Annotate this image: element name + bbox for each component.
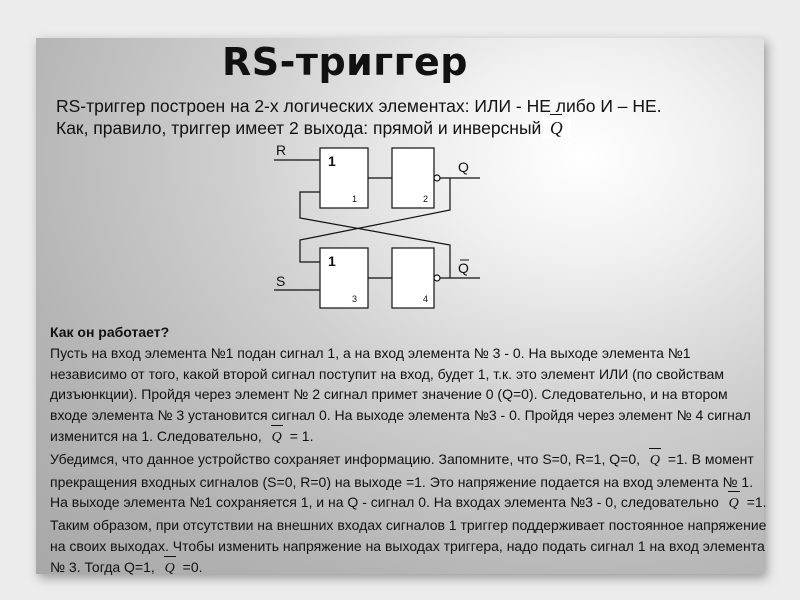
input-s-label: S <box>276 273 286 289</box>
gate-3-number: 3 <box>352 294 358 304</box>
intro-line-1: RS-триггер построен на 2-х логических элементах: ИЛИ - НЕ либо И – НЕ. <box>56 96 662 116</box>
inverter-bubble-2 <box>434 175 440 181</box>
intro-text <box>56 95 766 139</box>
paragraph-1-part-b: = 1. <box>289 427 314 444</box>
input-r-label: R <box>276 142 287 158</box>
gate-3-type: 1 <box>328 253 336 269</box>
inverse-output-symbol: Q <box>159 559 181 580</box>
paragraph-2-part-a: Убедимся, что данное устройство сохраняет информацию. Запомните, что S=0, R=1, Q=0, <box>50 450 640 467</box>
output-q-label: Q <box>458 159 469 175</box>
explanation-text <box>50 322 768 580</box>
inverse-output-symbol: Q <box>644 451 666 472</box>
output-qbar-label: Q <box>458 260 469 276</box>
explanation-heading: Как он работает? <box>50 324 170 340</box>
paragraph-2-part-b: =1. В момент прекращения входных сигналов (S=0, R=0) на выходе =1. Это напряжение подается на вход элемента № 1. На выходе элемента №1 сохраняется 1, и на Q - сигнал 0. На входах элемента №3 - 0, следовательно <box>50 450 754 511</box>
inverse-output-symbol: Q <box>543 117 571 139</box>
gate-2-number: 2 <box>423 194 429 204</box>
inverse-output-symbol: Q <box>723 494 745 515</box>
slide-title: RS-триггер <box>222 40 468 84</box>
paragraph-2-part-d: =0. <box>182 558 203 575</box>
inverter-bubble-4 <box>434 275 440 281</box>
gate-1-number: 1 <box>352 194 358 204</box>
paragraph-2-part-c: =1. Таким образом, при отсутствии на внешних входах сигналов 1 триггер поддерживает постоянное напряжение на своих выходах. Чтобы изменить напряжение на выходах триггера, надо подать сигнал 1 на вход элемента № 3. Тогда Q=1, <box>50 494 767 575</box>
inverse-output-symbol: Q <box>266 428 288 449</box>
intro-line-2: Как, правило, триггер имеет 2 выхода: прямой и инверсный Q <box>56 117 766 139</box>
paragraph-1-part-a: Пусть на вход элемента №1 подан сигнал 1, а на вход элемента № 3 - 0. На выходе элемента №1 независимо от того, какой второй сигнал поступит на вход, будет 1, т.к. это элемент ИЛИ (по свойствам дизъюнкции). Пройдя через элемент № 2 сигнал примет значение 0 (Q=0). Следовательно, и на втором входе элемента № 3 установится сигнал 0. На выходе элемента №3 - 0. Пройдя через элемент № 4 сигнал изменится на 1. Следовательно, <box>50 344 751 444</box>
gate-4-number: 4 <box>423 294 429 304</box>
rs-trigger-diagram <box>270 140 500 315</box>
gate-1-type: 1 <box>328 153 336 169</box>
